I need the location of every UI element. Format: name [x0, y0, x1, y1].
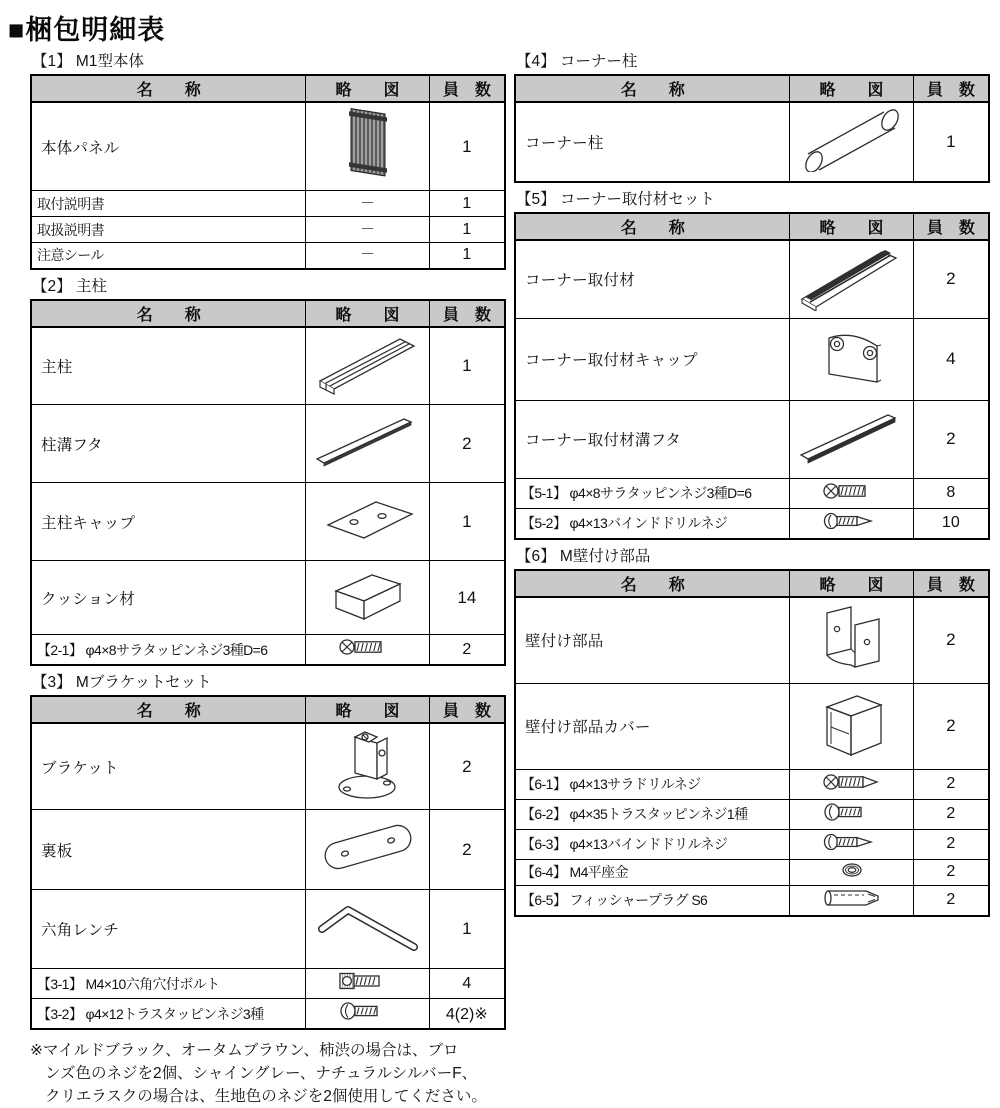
table-row [31, 635, 505, 666]
part-sketch [790, 829, 913, 859]
backplate-icon [312, 816, 424, 878]
col-header-sketch: 略 図 [790, 75, 913, 102]
table-row [31, 405, 505, 483]
part-qty: 2 [913, 829, 989, 859]
bracket-icon [325, 725, 411, 803]
part-qty: 1 [429, 890, 505, 969]
table-row [31, 217, 505, 243]
table-row [31, 102, 505, 191]
section-6 [514, 547, 990, 917]
table-row [31, 327, 505, 405]
part-qty: 2 [913, 799, 989, 829]
table-row [515, 318, 989, 400]
part-sketch [790, 318, 913, 400]
col-header-sketch: 略 図 [306, 300, 429, 327]
strip-icon [312, 412, 424, 470]
part-name: 【6-5】 フィッシャープラグ S6 [515, 885, 790, 916]
part-name: コーナー取付材溝フタ [515, 400, 790, 478]
part-name: 【6-1】 φ4×13サラドリルネジ [515, 769, 790, 799]
part-sketch [306, 723, 429, 810]
col-header-sketch: 略 図 [306, 696, 429, 723]
part-sketch [306, 999, 429, 1030]
table-row [31, 890, 505, 969]
table-row [31, 723, 505, 810]
footnote-line: クリエラスクの場合は、生地色のネジを2個使用してください。 [45, 1088, 487, 1105]
col-header-name: 名 称 [31, 300, 306, 327]
col-header-name: 名 称 [31, 75, 306, 102]
part-qty: 1 [913, 102, 989, 182]
part-qty: 4 [429, 969, 505, 999]
part-sketch [790, 799, 913, 829]
parts-table-3 [30, 695, 506, 1030]
part-qty: 2 [913, 683, 989, 769]
part-name: 【3-1】 M4×10六角穴付ボルト [31, 969, 306, 999]
bind-drill-screw-icon [821, 510, 883, 532]
col-header-sketch: 略 図 [306, 75, 429, 102]
part-qty: 2 [913, 400, 989, 478]
part-qty: 8 [913, 478, 989, 508]
table-row [31, 483, 505, 561]
cylinder-post-icon [796, 108, 908, 172]
part-name: 壁付け部品 [515, 597, 790, 684]
part-sketch [306, 483, 429, 561]
part-name: 取扱説明書 [31, 217, 306, 243]
col-header-qty: 員 数 [429, 696, 505, 723]
section-5-label: 【5】 コーナー取付材セット [516, 191, 715, 208]
part-name: 【6-2】 φ4×35トラスタッピンネジ1種 [515, 799, 790, 829]
page-title: ■梱包明細表 [8, 15, 166, 45]
col-header-name: 名 称 [31, 696, 306, 723]
cushion-icon [324, 567, 412, 623]
part-qty: 4 [913, 318, 989, 400]
part-sketch [306, 327, 429, 405]
part-sketch [790, 597, 913, 684]
part-name: ブラケット [31, 723, 306, 810]
section-3-label: 【3】 Mブラケットセット [32, 674, 212, 691]
part-sketch [790, 400, 913, 478]
col-header-sketch: 略 図 [790, 213, 913, 240]
part-qty: 2 [913, 885, 989, 916]
table-row [515, 400, 989, 478]
part-name: 柱溝フタ [31, 405, 306, 483]
parts-table-1 [30, 74, 506, 270]
part-qty: 2 [429, 635, 505, 666]
truss-screw-icon [337, 1000, 399, 1022]
part-qty: 2 [429, 405, 505, 483]
corner-rail-icon [796, 243, 908, 311]
parts-table-2 [30, 299, 506, 667]
wall-mount-cover-icon [813, 685, 891, 763]
part-sketch [790, 885, 913, 916]
table-row [515, 829, 989, 859]
part-name: コーナー柱 [515, 102, 790, 182]
col-header-qty: 員 数 [913, 570, 989, 597]
part-qty: 10 [913, 508, 989, 539]
section-1 [30, 52, 506, 270]
part-name: 【5-1】 φ4×8サラタッピンネジ3種D=6 [515, 478, 790, 508]
part-sketch [306, 102, 429, 191]
table-row [515, 240, 989, 318]
part-qty: 2 [429, 723, 505, 810]
part-sketch [790, 102, 913, 182]
parts-table-4 [514, 74, 990, 183]
part-qty: 1 [429, 102, 505, 191]
truss-screw-icon [821, 801, 883, 823]
part-sketch [790, 240, 913, 318]
part-sketch [306, 561, 429, 635]
part-qty: 1 [429, 483, 505, 561]
parts-table-6 [514, 569, 990, 917]
parts-table-5 [514, 212, 990, 540]
col-header-qty: 員 数 [913, 213, 989, 240]
section-6-label: 【6】 M壁付け部品 [516, 547, 651, 565]
col-header-sketch: 略 図 [790, 570, 913, 597]
table-row [515, 799, 989, 829]
part-name: 裏板 [31, 810, 306, 890]
part-qty: 2 [429, 810, 505, 890]
part-name: 【6-3】 φ4×13バインドドリルネジ [515, 829, 790, 859]
table-row [31, 561, 505, 635]
table-row [515, 597, 989, 684]
part-sketch [306, 969, 429, 999]
wall-mount-part-icon [813, 599, 891, 677]
table-row [515, 683, 989, 769]
part-name: 六角レンチ [31, 890, 306, 969]
part-name: 【3-2】 φ4×12トラスタッピンネジ3種 [31, 999, 306, 1030]
part-sketch [306, 191, 429, 217]
col-header-qty: 員 数 [913, 75, 989, 102]
footnote-line: ※マイルドブラック、オータムブラウン、柿渋の場合は、ブロ [30, 1042, 459, 1059]
fence-panel-icon [341, 104, 395, 184]
part-name: 注意シール [31, 243, 306, 269]
table-row [31, 810, 505, 890]
col-header-name: 名 称 [515, 570, 790, 597]
fischer-plug-icon [820, 887, 884, 909]
part-sketch [790, 859, 913, 885]
part-name: コーナー取付材キャップ [515, 318, 790, 400]
dash-icon: － [360, 194, 376, 212]
part-qty: 14 [429, 561, 505, 635]
socket-bolt-icon [337, 970, 399, 992]
col-header-name: 名 称 [515, 75, 790, 102]
part-qty: 1 [429, 191, 505, 217]
right-column [514, 52, 990, 917]
hex-wrench-icon [312, 899, 424, 955]
table-row [515, 102, 989, 182]
footnote-line: ンズ色のネジを2個、シャイングレー、ナチュラルシルバーF、 [45, 1065, 478, 1082]
section-5 [514, 190, 990, 540]
part-qty: 2 [913, 769, 989, 799]
part-name: 取付説明書 [31, 191, 306, 217]
table-row [31, 191, 505, 217]
groove-cover-strip-icon [796, 408, 908, 466]
section-3 [30, 673, 506, 1030]
table-row [515, 769, 989, 799]
section-2 [30, 277, 506, 667]
section-4-label: 【4】 コーナー柱 [516, 53, 638, 70]
part-name: コーナー取付材 [515, 240, 790, 318]
table-row [31, 243, 505, 269]
corner-cap-icon [813, 320, 891, 394]
table-row [31, 999, 505, 1030]
rail-post-icon [312, 331, 424, 395]
part-sketch [790, 683, 913, 769]
part-sketch [306, 243, 429, 269]
dash-icon: － [360, 246, 376, 264]
countersunk-screw-icon [821, 480, 883, 502]
part-sketch [790, 769, 913, 799]
part-name: クッション材 [31, 561, 306, 635]
col-header-qty: 員 数 [429, 75, 505, 102]
col-header-name: 名 称 [515, 213, 790, 240]
part-name: 主柱キャップ [31, 483, 306, 561]
part-sketch [790, 478, 913, 508]
part-sketch [306, 217, 429, 243]
table-row [515, 859, 989, 885]
part-name: 【5-2】 φ4×13バインドドリルネジ [515, 508, 790, 539]
part-qty: 2 [913, 859, 989, 885]
footnote [30, 1039, 506, 1108]
part-name: 【6-4】 M4平座金 [515, 859, 790, 885]
table-row [515, 885, 989, 916]
section-4 [514, 52, 990, 183]
part-name: 【2-1】 φ4×8サラタッピンネジ3種D=6 [31, 635, 306, 666]
part-sketch [306, 890, 429, 969]
part-qty: 4(2)※ [429, 999, 505, 1030]
part-qty: 2 [913, 240, 989, 318]
bind-drill-screw-icon [821, 831, 883, 853]
col-header-qty: 員 数 [429, 300, 505, 327]
part-sketch [306, 810, 429, 890]
table-row [515, 478, 989, 508]
part-qty: 1 [429, 243, 505, 269]
dash-icon: － [360, 220, 376, 238]
countersunk-screw-icon [337, 636, 399, 658]
cap-plate-icon [312, 491, 424, 547]
flat-washer-icon [838, 861, 866, 879]
part-name: 本体パネル [31, 102, 306, 191]
table-row [31, 969, 505, 999]
countersunk-drill-screw-icon [821, 771, 883, 793]
part-name: 壁付け部品カバー [515, 683, 790, 769]
part-qty: 1 [429, 217, 505, 243]
part-sketch [306, 635, 429, 666]
left-column [30, 52, 506, 1108]
part-sketch [306, 405, 429, 483]
table-row [515, 508, 989, 539]
section-2-label: 【2】 主柱 [32, 277, 107, 295]
part-sketch [790, 508, 913, 539]
part-name: 主柱 [31, 327, 306, 405]
part-qty: 2 [913, 597, 989, 684]
part-qty: 1 [429, 327, 505, 405]
section-1-label: 【1】 M1型本体 [32, 53, 144, 70]
